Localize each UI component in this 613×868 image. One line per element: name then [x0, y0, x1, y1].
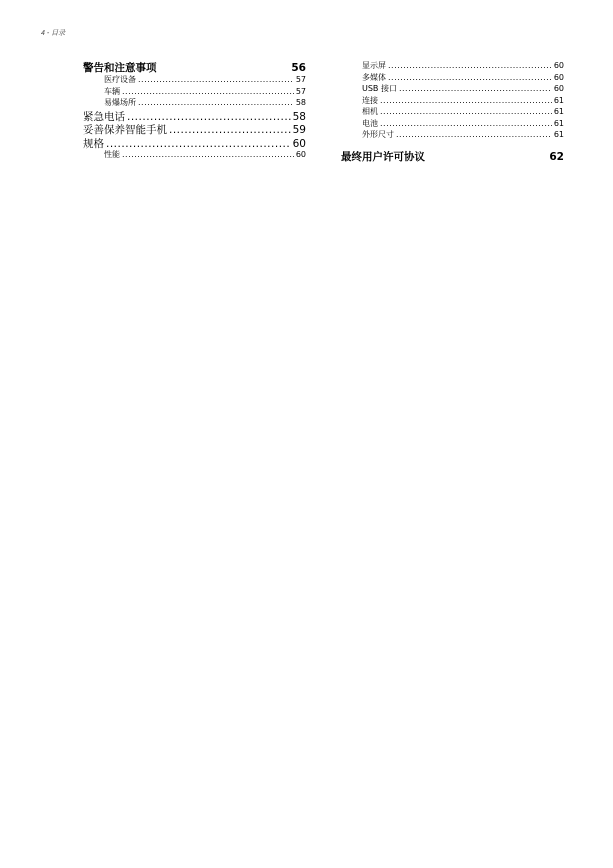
toc-leader-dots: [122, 87, 294, 96]
toc-entry-page: 58: [292, 110, 306, 122]
toc-entry[interactable]: [341, 118, 564, 130]
toc-entry-page: 61: [553, 130, 564, 139]
toc-leader-dots: [388, 61, 552, 70]
toc-entry[interactable]: [83, 149, 306, 161]
toc-entry-page: 60: [553, 84, 564, 93]
toc-leader-dots: [169, 124, 291, 136]
toc-entry[interactable]: [341, 149, 564, 163]
toc-leader-dots: [138, 98, 294, 107]
toc-entry-title: 连接: [362, 95, 378, 105]
toc-entry-title: USB 接口: [362, 84, 397, 93]
toc-entry-page: 61: [553, 107, 564, 116]
toc-entry-page: 58: [295, 98, 306, 107]
toc-entry-title: 车辆: [104, 86, 120, 96]
toc-entry[interactable]: [341, 129, 564, 141]
toc-entry-page: 56: [291, 62, 306, 74]
toc-entry[interactable]: [341, 106, 564, 118]
toc-leader-dots: [138, 75, 294, 84]
toc-entry-title: 最终用户许可协议: [341, 150, 425, 163]
toc-entry[interactable]: [341, 72, 564, 84]
toc-leader-dots: [380, 107, 552, 116]
toc-entry[interactable]: [83, 122, 306, 136]
running-header: 4 - 目录: [41, 30, 66, 37]
toc-entry-page: 60: [295, 150, 306, 159]
toc-right-column: [341, 60, 564, 163]
toc-leader-dots: [399, 84, 552, 93]
toc-leader-dots: [380, 119, 552, 128]
toc-entry[interactable]: [83, 60, 306, 74]
toc-entry-title: 紧急电话: [83, 110, 125, 122]
toc-entry[interactable]: [341, 83, 564, 95]
toc-entry-page: 62: [549, 150, 564, 163]
toc-entry-page: 60: [553, 72, 564, 82]
toc-leader-dots: [122, 150, 294, 159]
toc-entry-title: 易爆场所: [104, 98, 136, 107]
toc-entry-page: 57: [295, 86, 306, 96]
toc-leader-dots: [127, 111, 291, 123]
toc-entry-title: 妥善保养智能手机: [83, 124, 167, 136]
toc-entry[interactable]: [341, 60, 564, 72]
toc-entry-page: 60: [292, 137, 306, 149]
toc-entry[interactable]: [341, 95, 564, 107]
toc-entry-page: 61: [553, 95, 564, 105]
toc-leader-dots: [106, 138, 291, 150]
toc-entry-title: 多媒体: [362, 72, 386, 82]
toc-entry-title: 警告和注意事项: [83, 62, 157, 74]
toc-entry[interactable]: [83, 86, 306, 98]
toc-entry-title: 规格: [83, 137, 104, 149]
toc-entry[interactable]: [83, 136, 306, 150]
toc-entry-page: 59: [292, 124, 306, 136]
toc-entry[interactable]: [83, 97, 306, 109]
toc-leader-dots: [380, 96, 552, 105]
toc-entry-page: 57: [295, 75, 306, 84]
toc-entry[interactable]: [83, 109, 306, 123]
toc-entry-title: 外形尺寸: [362, 130, 394, 139]
toc-leader-dots: [396, 130, 552, 139]
toc-entry-page: 61: [553, 118, 564, 128]
toc-entry-title: 显示屏: [362, 61, 386, 70]
toc-entry[interactable]: [83, 74, 306, 86]
toc-entry-page: 60: [553, 61, 564, 70]
toc-entry-title: 医疗设备: [104, 75, 136, 84]
toc-entry-title: 性能: [104, 150, 120, 159]
toc-spacer: [341, 141, 564, 149]
toc-entry-title: 电池: [362, 118, 378, 128]
toc-entry-title: 相机: [362, 107, 378, 116]
toc-left-column: [83, 60, 306, 161]
toc-leader-dots: [388, 73, 552, 82]
